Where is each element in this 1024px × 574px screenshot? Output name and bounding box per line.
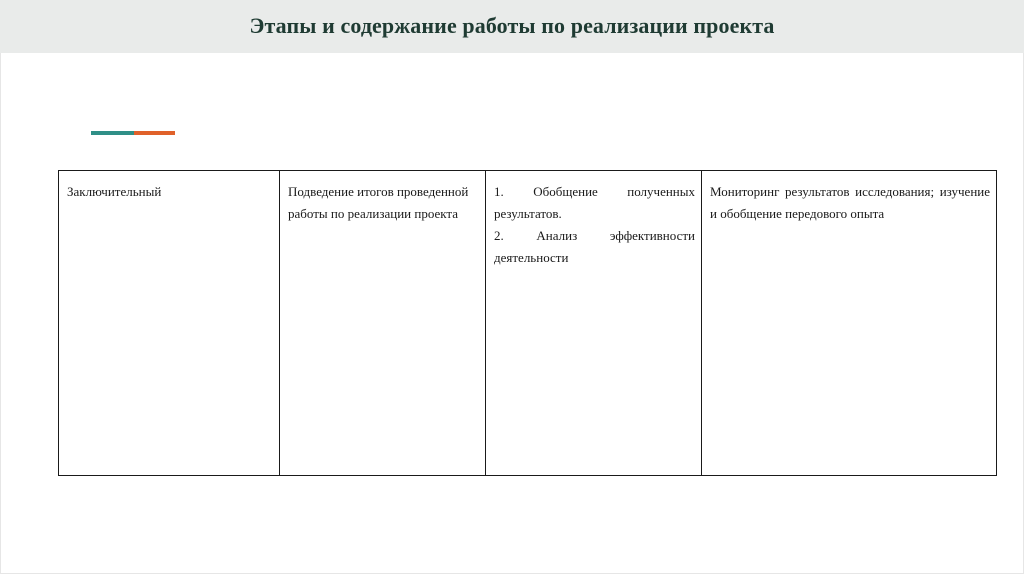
stages-table	[58, 170, 997, 476]
stage-cell	[59, 171, 280, 476]
task-item: 1. Обобщение полученных результатов.	[494, 184, 695, 221]
tasks-cell	[486, 171, 702, 476]
header-band	[0, 0, 1024, 53]
table-row	[59, 171, 997, 476]
page-title: Этапы и содержание работы по реализации проекта	[249, 13, 775, 38]
stage-text: Заключительный	[67, 184, 162, 199]
accent-line-teal	[91, 131, 134, 135]
goal-text: Подведение итогов проведенной работы по реализации проекта	[288, 184, 469, 221]
accent-line-orange	[134, 131, 175, 135]
methods-cell	[702, 171, 997, 476]
task-item: 2. Анализ эффективности деятельности	[494, 228, 695, 265]
methods-text: Мониторинг результатов исследования; изучение и обобщение передового опыта	[710, 184, 990, 221]
goal-cell	[280, 171, 486, 476]
